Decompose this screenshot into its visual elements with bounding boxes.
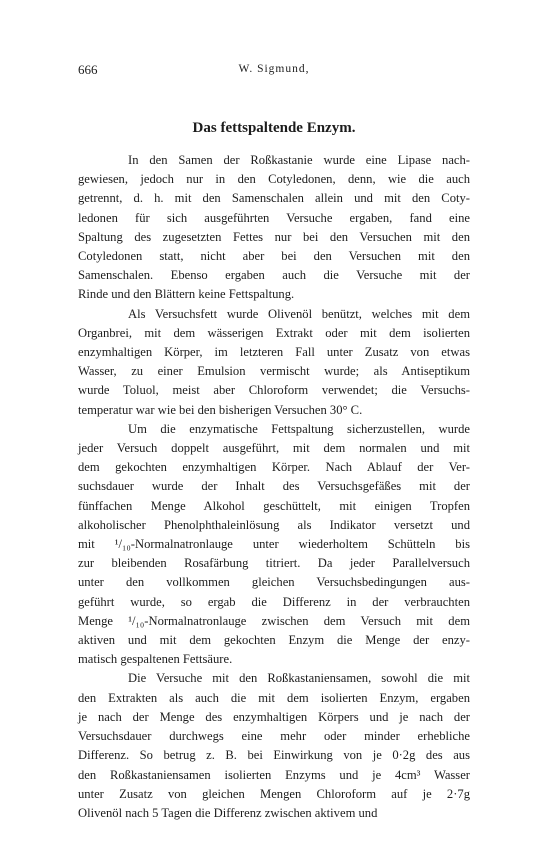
text-line: temperatur war wie bei den bisherigen Versuchen 30° C. bbox=[78, 402, 363, 417]
text-line: unter den vollkommen gleichen Versuchsbedingungen aus- bbox=[78, 575, 470, 590]
text-line: alkoholischer Phenolphthaleinlösung als Indikator versetzt und bbox=[78, 517, 470, 532]
text-line: suchsdauer wurde der Inhalt des Versuchsgefäßes mit der bbox=[78, 479, 470, 494]
text-line: matisch gespaltenen Fettsäure. bbox=[78, 652, 233, 667]
text-line: Olivenöl nach 5 Tagen die Differenz zwischen aktivem und bbox=[78, 805, 378, 820]
text-line: den Extrakten als auch die mit dem isolierten Enzym, ergaben bbox=[78, 690, 470, 705]
text-line: aktiven und mit dem gekochten Enzym die Menge der enzy- bbox=[78, 633, 470, 648]
paragraph bbox=[78, 305, 470, 420]
text-line: fünffachen Menge Alkohol geschüttelt, mit einigen Tropfen bbox=[78, 498, 470, 513]
text-line: Wasser, zu einer Emulsion vermischt wurde; als Antiseptikum bbox=[78, 364, 470, 379]
text-line: Cotyledonen statt, nicht aber bei den Versuchen mit den bbox=[78, 249, 470, 264]
page-header bbox=[78, 62, 470, 82]
text-line: jeder Versuch doppelt ausgeführt, mit dem normalen und mit bbox=[78, 441, 470, 456]
text-line: Differenz. So betrug z. B. bei Einwirkung von je 0·2g des aus bbox=[78, 748, 470, 763]
body-text bbox=[78, 151, 470, 823]
text-line: Rinde und den Blättern keine Fettspaltung. bbox=[78, 287, 295, 302]
text-line: Die Versuche mit den Roßkastaniensamen, sowohl die mit bbox=[128, 671, 470, 686]
text-line: den Roßkastaniensamen isolierten Enzyms und je 4cm³ Wasser bbox=[78, 767, 470, 782]
text-line: ledonen für sich ausgeführten Versuche ergaben, fand eine bbox=[78, 210, 470, 225]
text-line: Samenschalen. Ebenso ergaben auch die Versuche mit der bbox=[78, 268, 470, 283]
text-line: mit ¹/₁₀-Normalnatronlauge unter wiederholtem Schütteln bis bbox=[78, 537, 470, 552]
running-head: W. Sigmund, bbox=[238, 63, 310, 75]
text-line: geführt wurde, so ergab die Differenz in der verbrauchten bbox=[78, 594, 470, 609]
paragraph bbox=[78, 669, 470, 823]
text-line: unter Zusatz von gleichen Mengen Chloroform auf je 2·7g bbox=[78, 786, 470, 801]
text-line: Menge ¹/₁₀-Normalnatronlauge zwischen dem Versuch mit dem bbox=[78, 613, 470, 628]
text-line: enzymhaltigen Körper, im letzteren Fall unter Zusatz von etwas bbox=[78, 345, 470, 360]
text-line: dem gekochten enzymhaltigen Körper. Nach Ablauf der Ver- bbox=[78, 460, 470, 475]
text-line: getrennt, d. h. mit den Samenschalen allein und mit den Coty- bbox=[78, 191, 470, 206]
text-line: Als Versuchsfett wurde Olivenöl benützt, welches mit dem bbox=[128, 306, 470, 321]
text-line: Spaltung des zugesetzten Fettes nur bei den Versuchen mit den bbox=[78, 229, 470, 244]
text-line: je nach der Menge des enzymhaltigen Körpers und je nach der bbox=[78, 709, 470, 724]
page-number: 666 bbox=[78, 62, 98, 77]
text-line: Organbrei, mit dem wässerigen Extrakt oder mit dem isolierten bbox=[78, 325, 470, 340]
paragraph bbox=[78, 420, 470, 670]
text-line: wurde Toluol, meist aber Chloroform verwendet; die Versuchs- bbox=[78, 383, 470, 398]
text-line: Um die enzymatische Fettspaltung sicherzustellen, wurde bbox=[128, 421, 470, 436]
text-line: gewiesen, jedoch nur in den Cotyledonen, denn, wie die auch bbox=[78, 172, 470, 187]
text-line: In den Samen der Roßkastanie wurde eine Lipase nach- bbox=[128, 153, 470, 167]
section-title: Das fettspaltende Enzym. bbox=[192, 120, 356, 136]
text-line: Versuchsdauer durchwegs eine mehr oder minder erhebliche bbox=[78, 729, 470, 744]
paragraph bbox=[78, 151, 470, 305]
text-line: zur bleibenden Rosafärbung titriert. Da jeder Parallelversuch bbox=[78, 556, 470, 571]
